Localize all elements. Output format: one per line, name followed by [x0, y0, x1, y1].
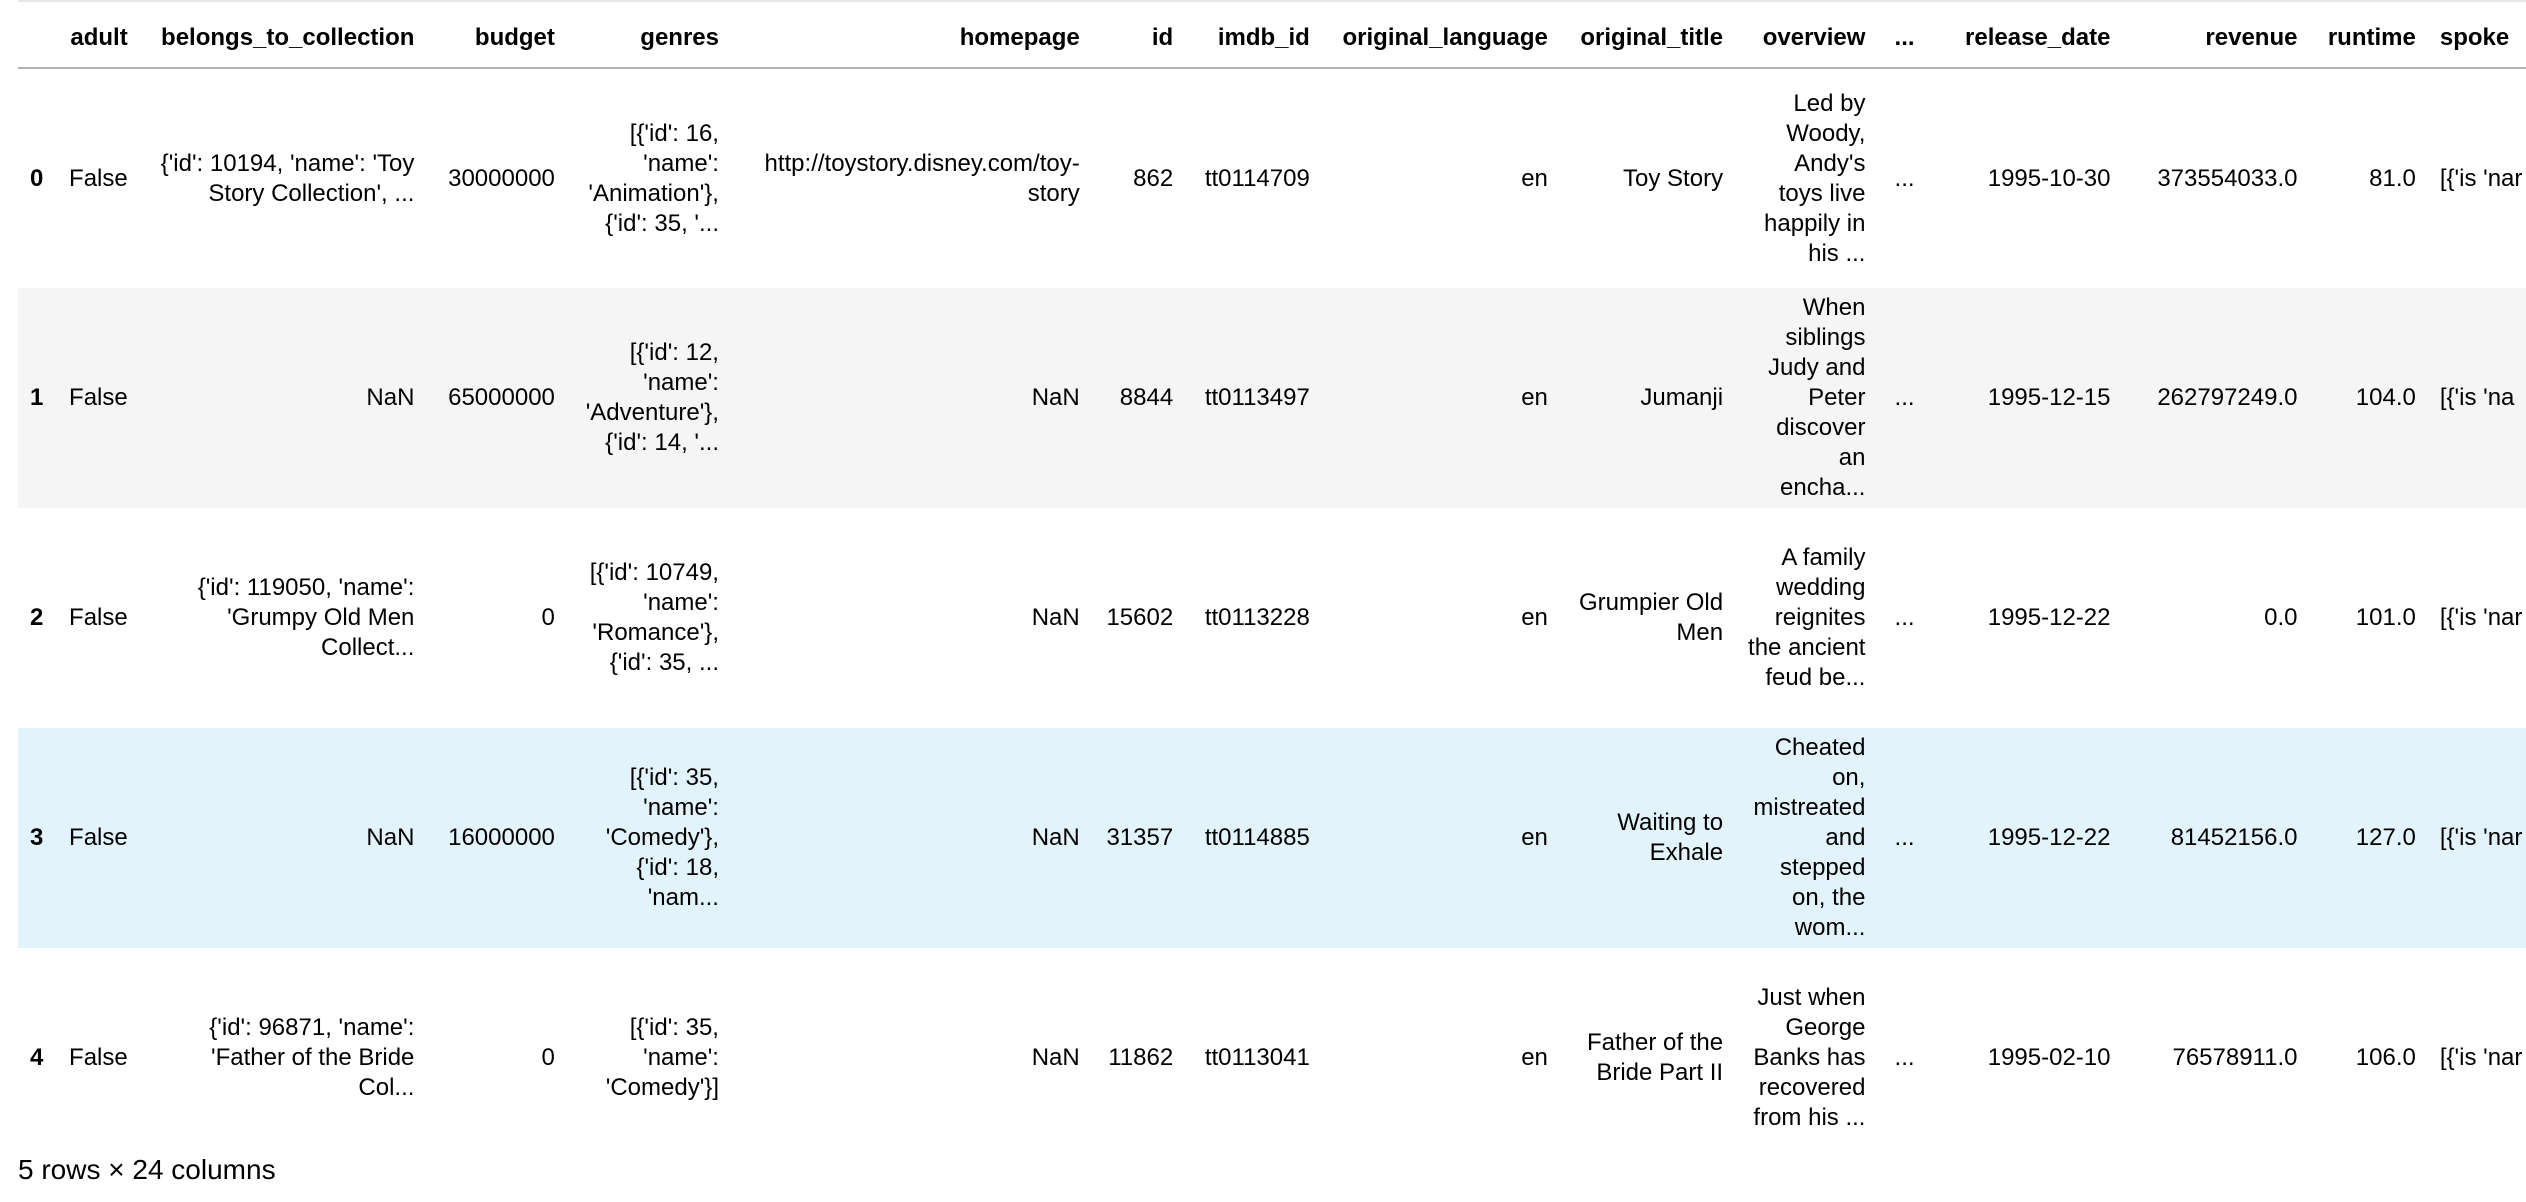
table-row: [18, 68, 2526, 288]
cell-homepage: NaN: [1031, 824, 1080, 851]
cell-revenue: 81452156.0: [2170, 824, 2298, 851]
cell-overview: Cheated on, mistreated and stepped on, the wom...: [1753, 734, 1866, 941]
dataframe-shape-summary: 5 rows × 24 columns: [18, 1154, 276, 1185]
row-index: 0: [30, 164, 44, 192]
cell-revenue: 262797249.0: [2157, 384, 2298, 411]
cell-genres: [{'id': 16, 'name': 'Animation'}, {'id': 35, '...: [588, 119, 719, 237]
header-budget: budget: [426, 1, 566, 68]
cell-runtime: 101.0: [2355, 604, 2416, 631]
header-release-date: release_date: [1927, 1, 2123, 68]
cell-homepage: NaN: [1031, 604, 1080, 631]
header-overview: overview: [1735, 1, 1877, 68]
cell-spoken-languages: [{'is 'nar: [2439, 1044, 2523, 1071]
cell-overview: Just when George Banks has recovered from his ...: [1753, 984, 1866, 1131]
cell-belongs-to-collection: {'id': 96871, 'name': 'Father of the Bride Col...: [209, 1014, 415, 1101]
cell-spoken-languages: [{'is 'nar: [2439, 824, 2523, 851]
cell-ellipsis: ...: [1894, 164, 1915, 192]
cell-release-date: 1995-12-15: [1987, 384, 2111, 411]
cell-original-language: en: [1521, 384, 1548, 411]
cell-ellipsis: ...: [1894, 384, 1915, 411]
cell-overview: Led by Woody, Andy's toys live happily in his ...: [1764, 89, 1866, 267]
cell-adult: False: [69, 604, 128, 631]
cell-budget: 16000000: [448, 824, 555, 851]
cell-revenue: 0.0: [2264, 604, 2298, 631]
row-index: 2: [30, 604, 44, 631]
cell-runtime: 106.0: [2355, 1044, 2416, 1071]
dataframe-table: [18, 0, 2526, 1140]
cell-original-language: en: [1521, 604, 1548, 631]
cell-runtime: 127.0: [2355, 824, 2416, 851]
cell-runtime: 104.0: [2355, 384, 2416, 411]
table-row: [18, 728, 2526, 948]
cell-original-title: Toy Story: [1623, 164, 1724, 192]
cell-ellipsis: ...: [1894, 604, 1915, 631]
cell-budget: 65000000: [448, 384, 555, 411]
row-index: 4: [30, 1044, 44, 1071]
cell-genres: [{'id': 35, 'name': 'Comedy'}]: [605, 1014, 719, 1101]
cell-imdb-id: tt0113497: [1204, 384, 1310, 411]
cell-release-date: 1995-02-10: [1987, 1044, 2111, 1071]
cell-overview: When siblings Judy and Peter discover an encha...: [1768, 294, 1866, 501]
cell-original-title: Grumpier Old Men: [1579, 589, 1724, 646]
cell-imdb-id: tt0113041: [1204, 1044, 1310, 1071]
row-index: 3: [30, 824, 44, 851]
table-row: [18, 508, 2526, 728]
cell-id: 8844: [1119, 384, 1174, 411]
header-imdb-id: imdb_id: [1185, 1, 1322, 68]
cell-original-language: en: [1521, 824, 1548, 851]
cell-spoken-languages: [{'is 'nar: [2439, 164, 2523, 192]
table-body: [18, 68, 2526, 1140]
cell-id: 15602: [1106, 604, 1174, 631]
header-homepage: homepage: [731, 1, 1092, 68]
cell-imdb-id: tt0114885: [1204, 824, 1310, 851]
cell-adult: False: [69, 384, 128, 411]
cell-ellipsis: ...: [1894, 1044, 1915, 1071]
cell-revenue: 76578911.0: [2172, 1044, 2298, 1071]
cell-adult: False: [69, 1044, 128, 1071]
cell-imdb-id: tt0114709: [1204, 164, 1310, 192]
header-id: id: [1092, 1, 1185, 68]
cell-adult: False: [69, 164, 128, 192]
cell-genres: [{'id': 10749, 'name': 'Romance'}, {'id': 35, ...: [589, 559, 719, 676]
cell-budget: 0: [541, 1044, 555, 1071]
table-row: [18, 288, 2526, 508]
cell-original-title: Father of the Bride Part II: [1586, 1029, 1724, 1086]
cell-original-language: en: [1521, 164, 1548, 192]
cell-homepage: NaN: [1031, 384, 1080, 411]
cell-belongs-to-collection: NaN: [366, 824, 415, 851]
cell-original-title: Waiting to Exhale: [1617, 809, 1724, 866]
cell-ellipsis: ...: [1894, 824, 1915, 851]
header-spoken-languages: spoke: [2428, 1, 2526, 68]
header-original-language: original_language: [1322, 1, 1560, 68]
cell-belongs-to-collection: {'id': 10194, 'name': 'Toy Story Collection', ...: [160, 149, 415, 207]
cell-revenue: 373554033.0: [2157, 164, 2298, 192]
cell-release-date: 1995-12-22: [1987, 604, 2111, 631]
row-index: 1: [30, 384, 44, 411]
cell-budget: 30000000: [448, 164, 555, 192]
header-ellipsis: ...: [1877, 1, 1926, 68]
cell-id: 862: [1133, 164, 1174, 192]
cell-homepage: NaN: [1031, 1044, 1080, 1071]
cell-budget: 0: [541, 604, 555, 631]
cell-genres: [{'id': 12, 'name': 'Adventure'}, {'id': 14, '...: [585, 339, 719, 456]
header-genres: genres: [567, 1, 731, 68]
cell-spoken-languages: [{'is 'na: [2439, 384, 2515, 411]
table-row: [18, 948, 2526, 1140]
cell-release-date: 1995-12-22: [1987, 824, 2111, 851]
cell-belongs-to-collection: {'id': 119050, 'name': 'Grumpy Old Men Collect...: [197, 574, 415, 661]
header-row: [18, 1, 2526, 68]
dataframe-scroll-container[interactable]: [18, 0, 2526, 1140]
cell-belongs-to-collection: NaN: [366, 384, 415, 411]
cell-adult: False: [69, 824, 128, 851]
cell-id: 11862: [1108, 1044, 1174, 1071]
cell-original-language: en: [1521, 1044, 1548, 1071]
cell-genres: [{'id': 35, 'name': 'Comedy'}, {'id': 18, 'nam...: [605, 764, 719, 911]
header-original-title: original_title: [1560, 1, 1735, 68]
cell-homepage: http://toystory.disney.com/toy-story: [764, 149, 1080, 207]
cell-release-date: 1995-10-30: [1987, 164, 2111, 192]
header-adult: adult: [57, 1, 140, 68]
header-index: [18, 1, 57, 68]
table-header: [18, 1, 2526, 68]
cell-spoken-languages: [{'is 'nar: [2439, 604, 2523, 631]
cell-original-title: Jumanji: [1640, 384, 1724, 411]
cell-id: 31357: [1106, 824, 1174, 851]
cell-overview: A family wedding reignites the ancient feud be...: [1748, 544, 1866, 691]
cell-imdb-id: tt0113228: [1204, 604, 1310, 631]
cell-runtime: 81.0: [2369, 164, 2416, 192]
header-revenue: revenue: [2122, 1, 2309, 68]
header-runtime: runtime: [2309, 1, 2427, 68]
header-belongs-to-collection: belongs_to_collection: [140, 1, 427, 68]
